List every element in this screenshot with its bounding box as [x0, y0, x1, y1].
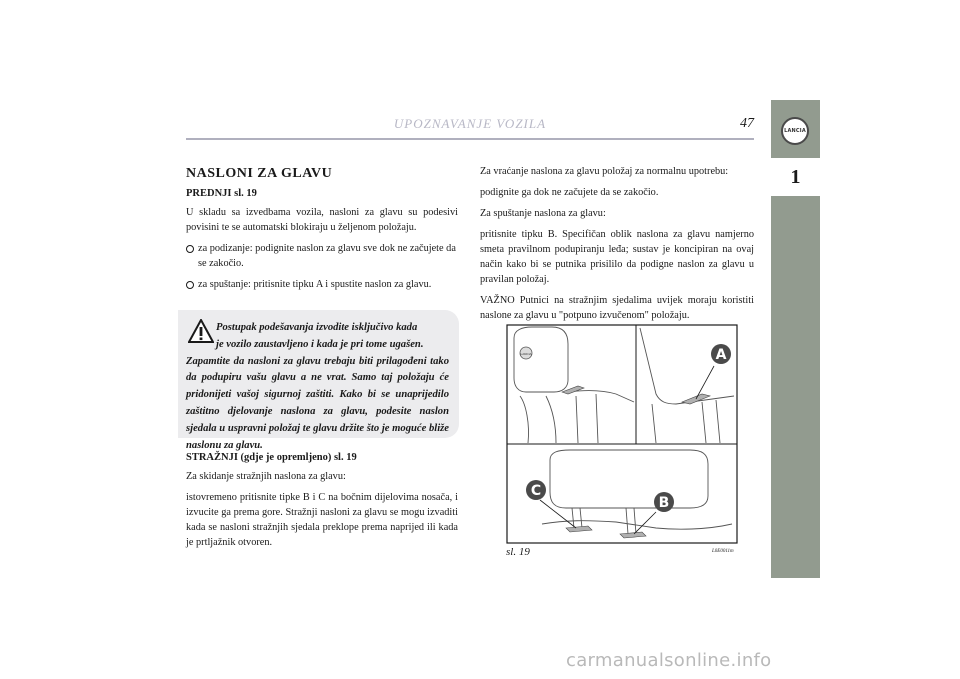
page-number: 47 — [740, 116, 754, 131]
right-p4: pritisnite tipku B. Specifičan oblik naslona za glavu namjerno smeta pravilnom podupiranju leđa; sustav je koncipiran na ovaj način kako bi se putnika prisililo da podigne naslon za glavu u pravilan položaj. — [480, 229, 754, 285]
logo-text: LANCIA — [784, 128, 806, 134]
bullet-raise — [186, 241, 458, 271]
warning-box — [178, 310, 459, 451]
header-rule — [186, 138, 754, 140]
lancia-logo-icon — [781, 117, 809, 145]
chapter-side-tab — [771, 100, 820, 578]
rear-p1: Za skidanje stražnjih naslona za glavu: — [186, 471, 346, 482]
figure-code: L0E0011m — [712, 549, 734, 554]
chapter-box — [771, 158, 820, 196]
section-title: NASLONI ZA GLAVU — [186, 166, 333, 181]
left-column — [186, 166, 458, 550]
marker-c-label: C — [530, 483, 542, 499]
bullet-raise-text: za podizanje: podignite naslon za glavu sve dok ne začujete da se zakočio. — [198, 243, 456, 269]
page-header — [186, 116, 754, 136]
right-p1: Za vraćanje naslona za glavu položaj za normalnu upotrebu: — [480, 166, 729, 177]
front-intro: U skladu sa izvedbama vozila, nasloni za glavu su podesivi povisini te se automatski blokiraju u željenom položaju. — [186, 207, 458, 233]
warning-triangle-icon — [188, 319, 214, 343]
bullet-lower — [186, 277, 458, 292]
marker-a-label: A — [715, 347, 727, 363]
warning-body: Zapamtite da nasloni za glavu trebaju biti prilagođeni tako da podupiru vašu glavu a ne vrat. Samo taj položaju će pridonijeti vašoj sigurnoj zaštiti. Kako bi se unaprijedilo zaštitno djelovanje naslona za glavu, podesite naslon sjedala u uspravni položaj te glavu držite što je moguće bliže naslonu za glavu. — [186, 355, 449, 451]
front-heading: PREDNJI sl. 19 — [186, 188, 257, 199]
rear-p2: istovremeno pritisnite tipke B i C na bočnim dijelovima nosača, i izvucite ga prema gore. Stražnji nasloni za glavu se mogu izvaditi kada se nasloni stražnjih sjedala preklope prema naprijed ili kada je prtljažnik otvoren. — [186, 492, 458, 548]
figure-caption: sl. 19 — [506, 546, 530, 558]
rear-heading: STRAŽNJI (gdje je opremljeno) sl. 19 — [186, 452, 357, 463]
running-title: UPOZNAVANJE VOZILA — [393, 116, 547, 131]
watermark[interactable]: carmanualsonline.info — [566, 650, 772, 671]
right-column — [480, 164, 754, 323]
chapter-number: 1 — [790, 165, 801, 188]
figure-frame — [507, 325, 737, 543]
marker-b-label: B — [658, 495, 670, 511]
bullet-circle-icon — [186, 281, 194, 289]
right-p3: Za spuštanje naslona za glavu: — [480, 208, 606, 219]
warning-line-1: Postupak podešavanja izvodite isključivo kada — [216, 322, 418, 333]
bullet-lower-text: za spuštanje: pritisnite tipku A i spustite naslon za glavu. — [198, 279, 432, 290]
bullet-circle-icon — [186, 245, 194, 253]
right-p2: podignite ga dok ne začujete da se zakočio. — [480, 187, 659, 198]
seat-logo-text: LANCIA — [520, 352, 532, 356]
right-p5: VAŽNO Putnici na stražnjim sjedalima uvijek moraju koristiti naslone za glavu u "potpuno izvučenom" položaju. — [480, 295, 754, 321]
warning-line-2: je vozilo zaustavljeno i kada je pri tome ugašen. — [216, 338, 424, 350]
headrest-illustration — [506, 324, 738, 544]
